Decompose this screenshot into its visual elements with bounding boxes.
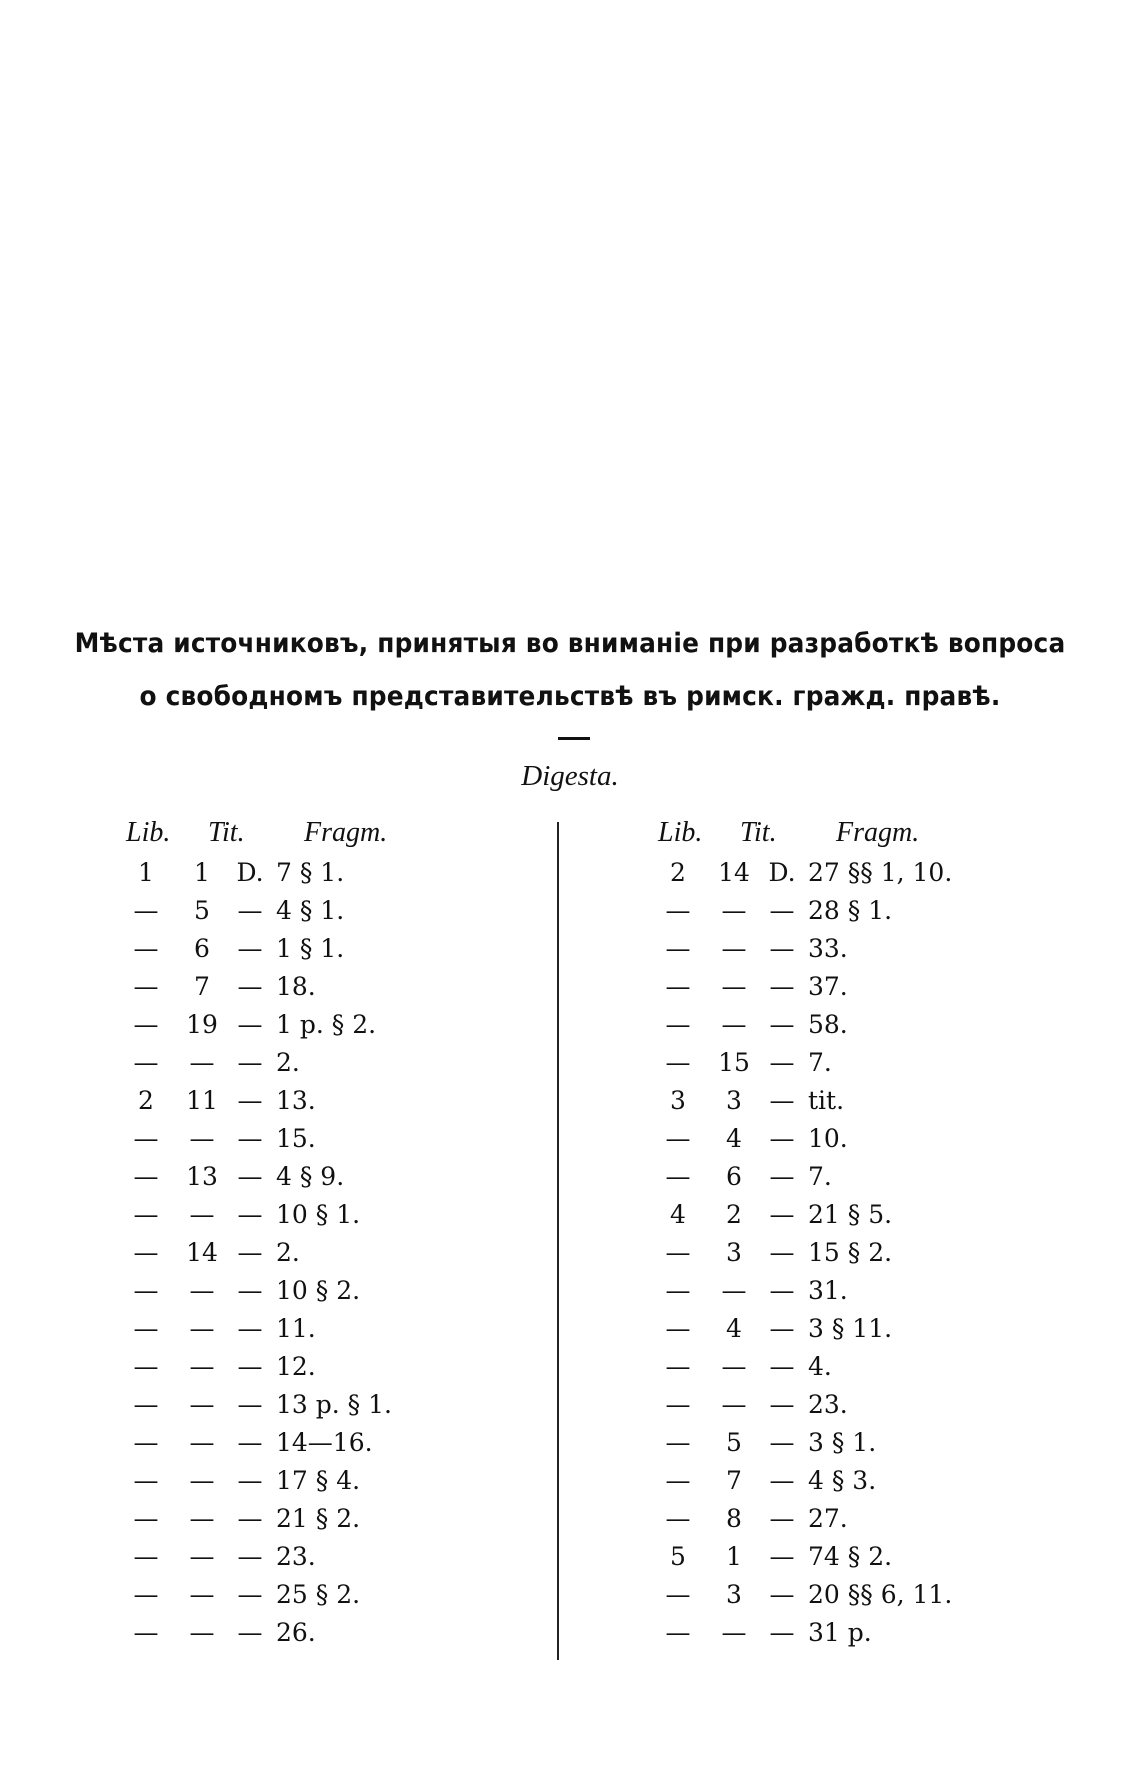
mark-cell: — — [237, 1162, 263, 1191]
fragm-cell: 4 § 3. — [808, 1466, 877, 1495]
lib-cell: — — [133, 1352, 159, 1381]
fragm-cell: 4. — [808, 1352, 832, 1381]
tit-cell: 4 — [726, 1314, 742, 1343]
fragm-cell: 58. — [808, 1010, 848, 1039]
tit-cell: 14 — [186, 1238, 218, 1267]
fragm-cell: 3 § 1. — [808, 1428, 877, 1457]
tit-cell: 7 — [726, 1466, 742, 1495]
fragm-cell: 7. — [808, 1048, 832, 1077]
mark-cell: — — [237, 1086, 263, 1115]
tit-cell: — — [721, 1352, 747, 1381]
mark-cell: — — [237, 1276, 263, 1305]
mark-cell: — — [769, 1466, 795, 1495]
tit-cell: 5 — [194, 896, 210, 925]
tit-cell: — — [189, 1276, 215, 1305]
header-lib: Lib. — [658, 817, 703, 848]
fragm-cell: 21 § 2. — [276, 1504, 361, 1533]
fragm-cell: 23. — [276, 1542, 316, 1571]
lib-cell: 5 — [670, 1542, 686, 1571]
tit-cell: 14 — [718, 858, 750, 887]
lib-cell: — — [665, 1162, 691, 1191]
lib-cell: — — [133, 1276, 159, 1305]
tit-cell: 2 — [726, 1200, 742, 1229]
tit-cell: 6 — [726, 1162, 742, 1191]
mark-cell: — — [769, 1542, 795, 1571]
lib-cell: — — [133, 1580, 159, 1609]
lib-cell: — — [133, 1542, 159, 1571]
mark-cell: — — [769, 1276, 795, 1305]
mark-cell: — — [769, 1618, 795, 1647]
lib-cell: — — [133, 1466, 159, 1495]
lib-cell: 2 — [138, 1086, 154, 1115]
mark-cell: — — [237, 1428, 263, 1457]
tit-cell: — — [189, 1466, 215, 1495]
fragm-cell: 20 §§ 6, 11. — [808, 1580, 953, 1609]
lib-cell: — — [665, 934, 691, 963]
mark-cell: — — [237, 1580, 263, 1609]
lib-cell: 3 — [670, 1086, 686, 1115]
lib-cell: — — [133, 1314, 159, 1343]
tit-cell: — — [721, 896, 747, 925]
mark-cell: — — [769, 896, 795, 925]
lib-cell: — — [133, 1200, 159, 1229]
fragm-cell: 13. — [276, 1086, 316, 1115]
fragm-cell: 74 § 2. — [808, 1542, 893, 1571]
tit-cell: — — [189, 1390, 215, 1419]
fragm-cell: 33. — [808, 934, 848, 963]
mark-cell: — — [237, 1238, 263, 1267]
tit-cell: 15 — [718, 1048, 750, 1077]
lib-cell: — — [133, 1010, 159, 1039]
fragm-cell: 1 p. § 2. — [276, 1010, 377, 1039]
tit-cell: 13 — [186, 1162, 218, 1191]
tit-cell: — — [189, 1314, 215, 1343]
fragm-cell: 13 p. § 1. — [276, 1390, 392, 1419]
tit-cell: — — [721, 934, 747, 963]
fragm-cell: 23. — [808, 1390, 848, 1419]
fragm-cell: 27. — [808, 1504, 848, 1533]
lib-cell: — — [133, 972, 159, 1001]
tit-cell: — — [721, 1390, 747, 1419]
tit-cell: — — [189, 1200, 215, 1229]
tit-cell: 1 — [726, 1542, 742, 1571]
fragm-cell: 7. — [808, 1162, 832, 1191]
fragm-cell: 10 § 2. — [276, 1276, 361, 1305]
mark-cell: — — [769, 1238, 795, 1267]
mark-cell: — — [237, 1352, 263, 1381]
fragm-cell: 17 § 4. — [276, 1466, 361, 1495]
fragm-cell: 31 p. — [808, 1618, 872, 1647]
tit-cell: — — [189, 1124, 215, 1153]
lib-cell: — — [665, 1428, 691, 1457]
lib-cell: — — [665, 1238, 691, 1267]
fragm-cell: 14—16. — [276, 1428, 373, 1457]
fragm-cell: 2. — [276, 1048, 300, 1077]
header-fragm: Fragm. — [836, 817, 920, 848]
page-heading-line-1: Мѣста источниковъ, принятыя во вниманіе при разработкѣ вопроса — [74, 628, 1066, 659]
lib-cell: — — [665, 1124, 691, 1153]
page-heading-line-2: о свободномъ представительствѣ въ римск. гражд. правѣ. — [139, 681, 1001, 712]
fragm-cell: 11. — [276, 1314, 316, 1343]
lib-cell: 1 — [138, 858, 154, 887]
mark-cell: — — [237, 1314, 263, 1343]
lib-cell: 4 — [670, 1200, 686, 1229]
tit-cell: — — [721, 1010, 747, 1039]
lib-cell: — — [133, 896, 159, 925]
mark-cell: — — [769, 1352, 795, 1381]
mark-cell: — — [769, 1162, 795, 1191]
mark-cell: — — [237, 1504, 263, 1533]
tit-cell: — — [189, 1352, 215, 1381]
fragm-cell: 37. — [808, 972, 848, 1001]
mark-cell: — — [237, 934, 263, 963]
fragm-cell: 7 § 1. — [276, 858, 345, 887]
mark-cell: — — [237, 1010, 263, 1039]
lib-cell: — — [665, 1390, 691, 1419]
mark-cell: — — [237, 1124, 263, 1153]
mark-cell: — — [769, 1580, 795, 1609]
tit-cell: — — [721, 972, 747, 1001]
tit-cell: 3 — [726, 1238, 742, 1267]
tit-cell: — — [189, 1542, 215, 1571]
header-tit: Tit. — [740, 817, 777, 848]
tit-cell: 11 — [186, 1086, 218, 1115]
fragm-cell: 31. — [808, 1276, 848, 1305]
lib-cell: — — [133, 1162, 159, 1191]
mark-cell: — — [237, 1542, 263, 1571]
tit-cell: 8 — [726, 1504, 742, 1533]
lib-cell: — — [665, 1580, 691, 1609]
tit-cell: 6 — [194, 934, 210, 963]
mark-cell: — — [769, 1086, 795, 1115]
tit-cell: 7 — [194, 972, 210, 1001]
mark-cell: — — [769, 1010, 795, 1039]
mark-cell: — — [237, 1618, 263, 1647]
tit-cell: 1 — [194, 858, 210, 887]
fragm-cell: 1 § 1. — [276, 934, 345, 963]
tit-cell: — — [721, 1618, 747, 1647]
fragm-cell: 26. — [276, 1618, 316, 1647]
lib-cell: — — [665, 1314, 691, 1343]
lib-cell: — — [665, 1010, 691, 1039]
lib-cell: — — [133, 1048, 159, 1077]
fragm-cell: 4 § 9. — [276, 1162, 345, 1191]
fragm-cell: 27 §§ 1, 10. — [808, 858, 953, 887]
mark-cell: — — [237, 972, 263, 1001]
tit-cell: — — [189, 1048, 215, 1077]
fragm-cell: 18. — [276, 972, 316, 1001]
fragm-cell: 4 § 1. — [276, 896, 345, 925]
mark-cell: — — [237, 896, 263, 925]
mark-cell: — — [237, 1466, 263, 1495]
tit-cell: — — [189, 1504, 215, 1533]
header-tit: Tit. — [208, 817, 245, 848]
lib-cell: — — [665, 972, 691, 1001]
mark-cell: — — [237, 1390, 263, 1419]
tit-cell: — — [189, 1580, 215, 1609]
mark-cell: D. — [236, 858, 264, 887]
mark-cell: — — [769, 1504, 795, 1533]
lib-cell: — — [133, 1428, 159, 1457]
mark-cell: — — [769, 1048, 795, 1077]
mark-cell: — — [769, 1200, 795, 1229]
fragm-cell: 10. — [808, 1124, 848, 1153]
tit-cell: 5 — [726, 1428, 742, 1457]
mark-cell: — — [237, 1048, 263, 1077]
fragm-cell: 21 § 5. — [808, 1200, 893, 1229]
lib-cell: — — [133, 1238, 159, 1267]
lib-cell: — — [133, 1504, 159, 1533]
tit-cell: — — [189, 1618, 215, 1647]
tit-cell: 3 — [726, 1580, 742, 1609]
lib-cell: — — [133, 934, 159, 963]
lib-cell: — — [133, 1618, 159, 1647]
lib-cell: — — [133, 1390, 159, 1419]
heading-rule — [558, 737, 590, 740]
lib-cell: — — [665, 1466, 691, 1495]
tit-cell: — — [189, 1428, 215, 1457]
fragm-cell: 3 § 11. — [808, 1314, 893, 1343]
mark-cell: D. — [768, 858, 796, 887]
mark-cell: — — [769, 1428, 795, 1457]
mark-cell: — — [237, 1200, 263, 1229]
lib-cell: — — [665, 1618, 691, 1647]
lib-cell: 2 — [670, 858, 686, 887]
lib-cell: — — [665, 896, 691, 925]
fragm-cell: 2. — [276, 1238, 300, 1267]
header-fragm: Fragm. — [304, 817, 388, 848]
fragm-cell: 15 § 2. — [808, 1238, 893, 1267]
tit-cell: 3 — [726, 1086, 742, 1115]
tit-cell: 19 — [186, 1010, 218, 1039]
section-title: Digesta. — [521, 760, 619, 792]
tit-cell: 4 — [726, 1124, 742, 1153]
lib-cell: — — [665, 1048, 691, 1077]
mark-cell: — — [769, 972, 795, 1001]
mark-cell: — — [769, 1314, 795, 1343]
tit-cell: — — [721, 1276, 747, 1305]
mark-cell: — — [769, 1390, 795, 1419]
mark-cell: — — [769, 934, 795, 963]
lib-cell: — — [665, 1352, 691, 1381]
lib-cell: — — [133, 1124, 159, 1153]
column-divider — [557, 822, 559, 1660]
fragm-cell: 25 § 2. — [276, 1580, 361, 1609]
header-lib: Lib. — [126, 817, 171, 848]
fragm-cell: 12. — [276, 1352, 316, 1381]
mark-cell: — — [769, 1124, 795, 1153]
fragm-cell: 15. — [276, 1124, 316, 1153]
fragm-cell: tit. — [808, 1086, 845, 1115]
lib-cell: — — [665, 1276, 691, 1305]
fragm-cell: 10 § 1. — [276, 1200, 361, 1229]
lib-cell: — — [665, 1504, 691, 1533]
fragm-cell: 28 § 1. — [808, 896, 893, 925]
